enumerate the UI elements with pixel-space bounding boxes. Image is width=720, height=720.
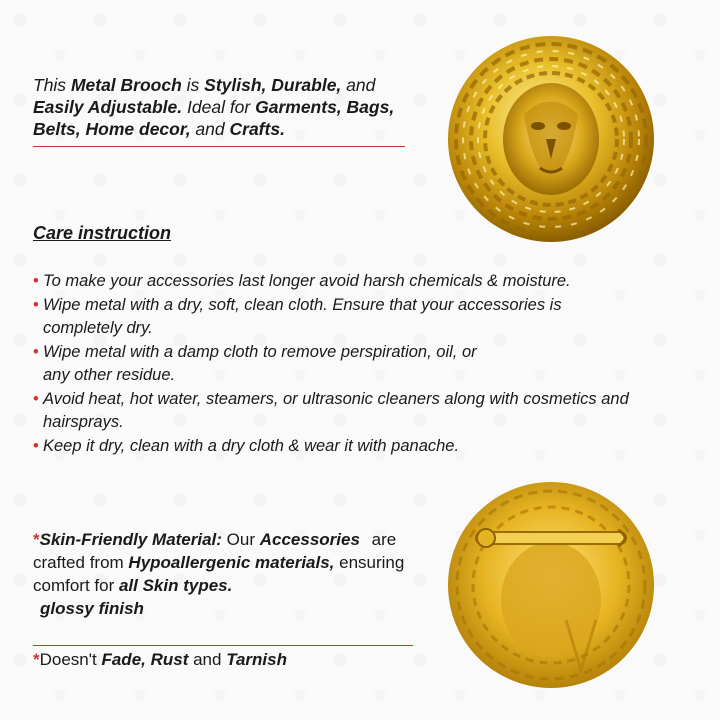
intro-divider — [33, 146, 405, 147]
brooch-back-image — [446, 480, 656, 690]
no-fade-text: *Doesn't Fade, Rust and Tarnish — [33, 650, 287, 669]
care-item: • To make your accessories last longer avoid harsh chemicals & moisture. — [33, 270, 673, 294]
skin-friendly-text: *Skin-Friendly Material: Our Accessories are crafted from Hypoallergenic materials, ensuring comfort for all Skin types. glossy finish — [33, 530, 405, 618]
care-item: • Avoid heat, hot water, steamers, or ultrasonic cleaners along with cosmetics and hairsprays. — [33, 388, 673, 435]
brooch-front-image — [446, 34, 656, 244]
care-item: • Wipe metal with a damp cloth to remove perspiration, oil, or any other residue. — [33, 341, 503, 388]
care-item: • Wipe metal with a dry, soft, clean cloth. Ensure that your accessories is completely dry. — [33, 294, 623, 341]
care-item: • Keep it dry, clean with a dry cloth & wear it with panache. — [33, 435, 673, 459]
care-heading: Care instruction — [33, 223, 172, 243]
skin-divider — [33, 645, 413, 646]
intro-text: This Metal Brooch is Stylish, Durable, and Easily Adjustable. Ideal for Garments, Bags, Belts, Home decor, and Crafts. — [33, 75, 395, 139]
care-list — [33, 270, 673, 458]
